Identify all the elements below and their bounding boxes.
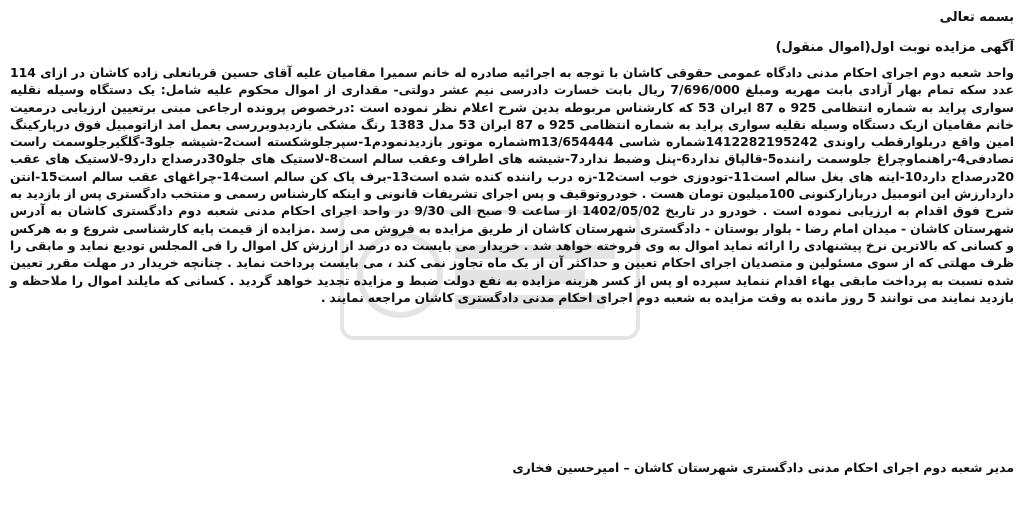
document-body: واحد شعبه دوم اجرای احکام مدنی دادگاه عمومی حقوقی کاشان با توجه به اجرائیه صادره له خانم سمیرا مقامیان علیه آقای حسین قربانعلی زاده کاشان در ازای 114 عدد سکه تمام بهار آزادی بابت مهریه ومبلغ 7/696/000 ریال بابت خسارت دادرسی نیم عشر دولتی- مقداری از اموال محکوم علیه شامل: یک دستگاه وسیله نقلیه سواری پراید به شماره انتظامی 925 ه 87 ایران 53 که کارشناس مربوطه بدین شرح اعلام نظر نموده است :درخصوص پرونده ارجاعی مبنی برتعیین ارزیابی درمعیت خانم مقامیان ازیک دستگاه وسیله نقلیه سواری پراید به شماره انتظامی 925 ه 87 ایران 53 مدل 1383 رنگ مشکی بازدیدوبررسی بعمل امد ازاتومبیل فوق درپارکینگ امین واقع دربلوارقطب راوندی 1412282195242شماره شاسی m13/654444شماره موتور بازدیدنمودم1-سپرجلوشکسته است2-شیشه جلو3-گلگیرجلوسمت راست تصادفی4-راهنماوچراغ جلوسمت راننده5-قالپاق ندارد6-پنل وضبط ندارد7-شیشه های اطراف وعقب سالم است8-لاستیک های جلو30درصداج دارد9-لاستیک های عقب 20درصداج دارد10-اینه های بغل سالم است11-تودوزی خوب است12-زه درب راننده کنده شده است13-برف پاک کن سالم است14-چراغهای عقب سالم است15-انتن داردارزش این اتومبیل دربازارکنونی 100میلیون تومان هست . خودروتوقیف و پس اجرای تشریفات قانونی و اینکه کارشناس رسمی و منتخب دادگستری پس از بازدید به شرح فوق اقدام به ارزیابی نموده است . خودرو در تاریخ 1402/05/02 از ساعت 9 صبح الی 9/30 در واحد اجرای احکام مدنی شعبه دوم دادگستری کاشان به آدرس شهرستان کاشان - میدان امام رضا - بلوار بوستان - دادگستری شهرستان کاشان از طریق مزایده به فروش می رسد .مزایده از قیمت پایه کارشناسی شروع و به هرکس و کسانی که بالاترین نرخ پیشنهادی را ارائه نماید اموال به وی فروخته خواهد شد . خریدار می بایست ده درصد از ارزش کل اموال را فی المجلس تودیع نماید و مابقی را ظرف مهلتی که از سوی مسئولین و متصدیان اجرای احکام تعیین و حداکثر آن از یک ماه تجاوز نمی کند ، می بایست پرداخت نماید . چنانچه خریدار در مهلت مقرر تعیین شده نسبت به پرداخت مابقی بهاء اقدام ننماید سپرده او پس از کسر هزینه مزایده به نفع دولت ضبط و مزایده تجدید خواهد گردید . کسانی که مایلند اموال را ملاحظه و بازدید نمایند می توانند 5 روز مانده به وقت مزایده به شعبه دوم اجرای احکام مدنی دادگستری کاشان مراجعه نمایند .: [10, 65, 1015, 305]
document-signature: مدیر شعبه دوم اجرای احکام مدنی دادگستری شهرستان کاشان – امیرحسین فخاری: [512, 460, 1014, 475]
document-heading: بسمه تعالی: [939, 10, 1014, 25]
document-subtitle: آگهی مزایده نوبت اول(اموال منقول): [775, 40, 1014, 55]
